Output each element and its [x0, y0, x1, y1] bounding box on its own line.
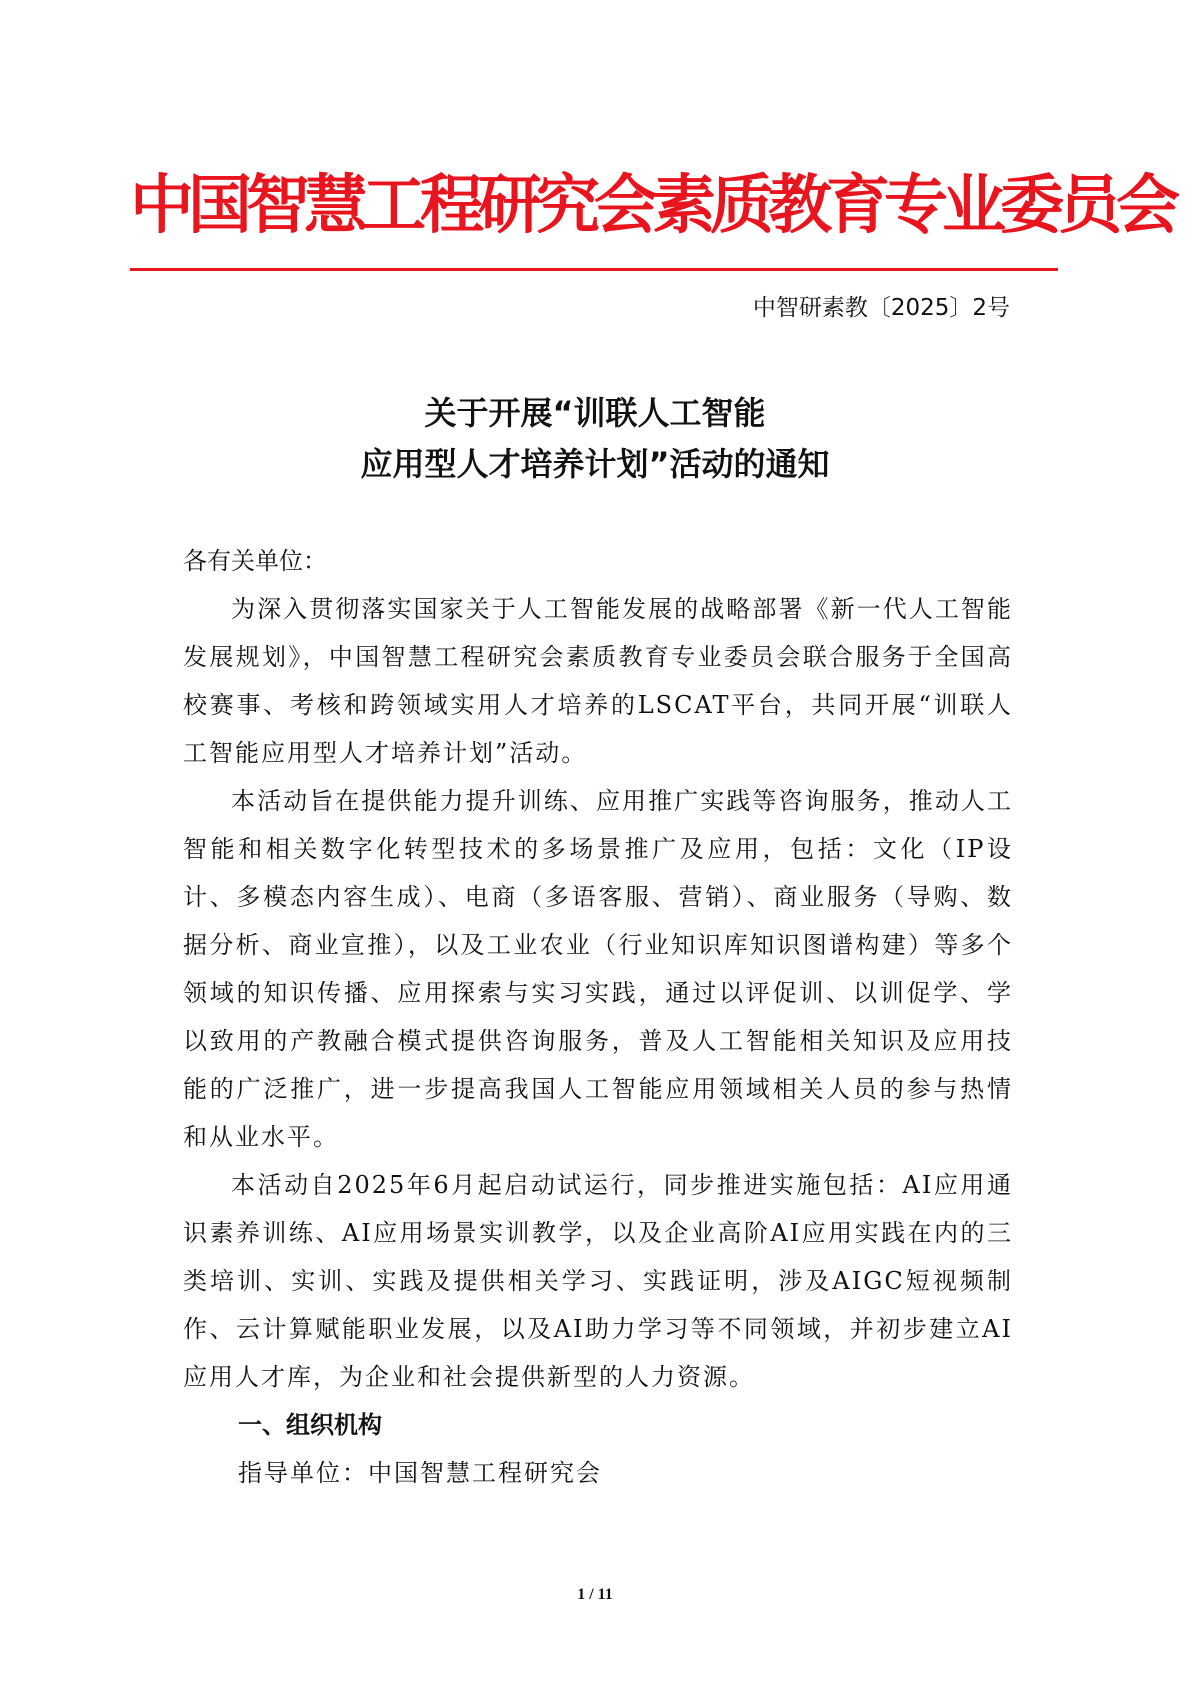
document-number: 中智研素教〔2025〕2号 — [752, 295, 1010, 321]
body-paragraph: 本活动自2025年6月起启动试运行，同步推进实施包括：AI应用通识素养训练、AI应用场景实训教学，以及企业高阶AI应用实践在内的三类培训、实训、实践及提供相关学习、实践证明，涉及AIGC短视频制作、云计算赋能职业发展，以及AI助力学习等不同领域，并初步建立AI应用人才库，为企业和社会提供新型的人力资源。 — [183, 1171, 1013, 1391]
guiding-unit: 指导单位：中国智慧工程研究会 — [238, 1459, 602, 1487]
section-heading: 一、组织机构 — [238, 1411, 382, 1439]
notice-title-line-2: 应用型人才培养计划”活动的通知 — [360, 445, 830, 483]
body-paragraph: 为深入贯彻落实国家关于人工智能发展的战略部署《新一代人工智能发展规划》，中国智慧工程研究会素质教育专业委员会联合服务于全国高校赛事、考核和跨领域实用人才培养的LSCAT平台，共同开展“训联人工智能应用型人才培养计划”活动。 — [183, 595, 1013, 767]
page-number: 1 / 11 — [577, 1586, 613, 1603]
notice-title-line-1: 关于开展“训联人工智能 — [424, 394, 766, 432]
header-org-name: 中国智慧工程研究会素质教育专业委员会 — [130, 169, 1174, 243]
body-paragraph: 本活动旨在提供能力提升训练、应用推广实践等咨询服务，推动人工智能和相关数字化转型技术的多场景推广及应用，包括：文化（IP设计、多模态内容生成）、电商（多语客服、营销）、商业服务（导购、数据分析、商业宣推），以及工业农业（行业知识库知识图谱构建）等多个领域的知识传播、应用探索与实习实践，通过以评促训、以训促学、学以致用的产教融合模式提供咨询服务，普及人工智能相关知识及应用技能的广泛推广，进一步提高我国人工智能应用领域相关人员的参与热情和从业水平。 — [183, 787, 1013, 1151]
salutation: 各有关单位： — [183, 547, 327, 575]
notice-body — [183, 537, 1013, 1497]
header-rule — [130, 268, 1058, 271]
